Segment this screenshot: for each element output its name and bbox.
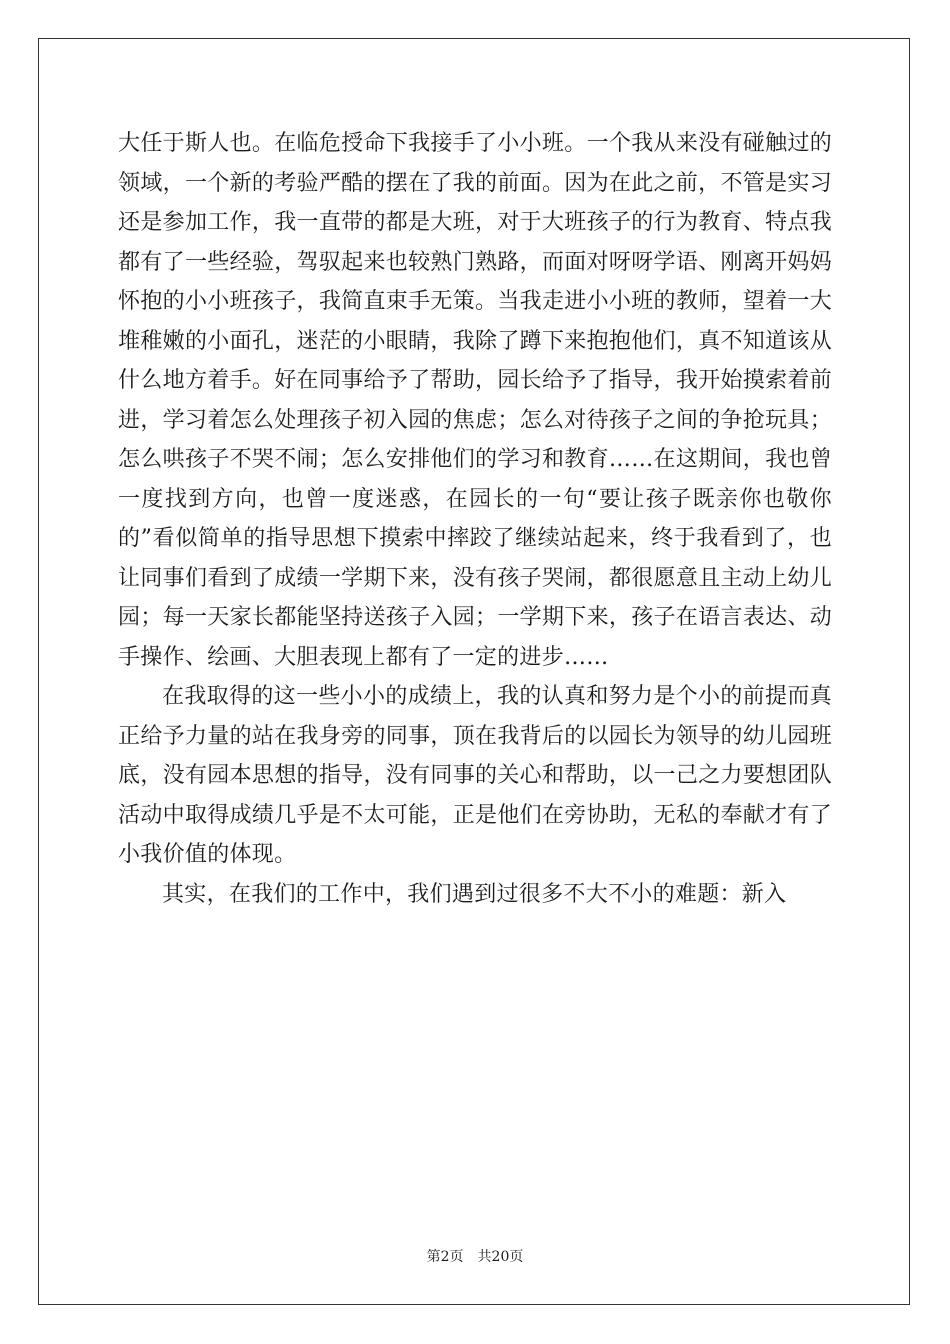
page-footer: [0, 1246, 950, 1266]
paragraph-2: 在我取得的这一些小小的成绩上，我的认真和努力是个小的前提而真正给予力量的站在我身旁的同事，顶在我背后的以园长为领导的幼儿园班底，没有园本思想的指导，没有同事的关心和帮助，以一己之力要想团队活动中取得成绩几乎是不太可能，正是他们在旁协助，无私的奉献才有了小我价值的体现。: [118, 684, 832, 867]
page-total: 共20页: [477, 1249, 524, 1265]
document-body: [118, 124, 832, 914]
page-number: 第2页: [426, 1249, 464, 1265]
paragraph-1: 大任于斯人也。在临危授命下我接手了小小班。一个我从来没有碰触过的领域，一个新的考验严酷的摆在了我的前面。因为在此之前，不管是实习还是参加工作，我一直带的都是大班，对于大班孩子的行为教育、特点我都有了一些经验，驾驭起来也较熟门熟路，而面对呀呀学语、刚离开妈妈怀抱的小小班孩子，我简直束手无策。当我走进小小班的教师，望着一大堆稚嫩的小面孔，迷茫的小眼睛，我除了蹲下来抱抱他们，真不知道该从什么地方着手。好在同事给予了帮助，园长给予了指导，我开始摸索着前进，学习着怎么处理孩子初入园的焦虑；怎么对待孩子之间的争抢玩具；怎么哄孩子不哭不闹；怎么安排他们的学习和教育……在这期间，我也曾一度找到方向，也曾一度迷惑，在园长的一句“要让孩子既亲你也敬你的”看似简单的指导思想下摸索中摔跤了继续站起来，终于我看到了，也让同事们看到了成绩一学期下来，没有孩子哭闹，都很愿意且主动上幼儿园；每一天家长都能坚持送孩子入园；一学期下来，孩子在语言表达、动手操作、绘画、大胆表现上都有了一定的进步……: [118, 131, 832, 670]
paragraph-3: 其实，在我们的工作中，我们遇到过很多不大不小的难题：新入: [162, 881, 787, 907]
